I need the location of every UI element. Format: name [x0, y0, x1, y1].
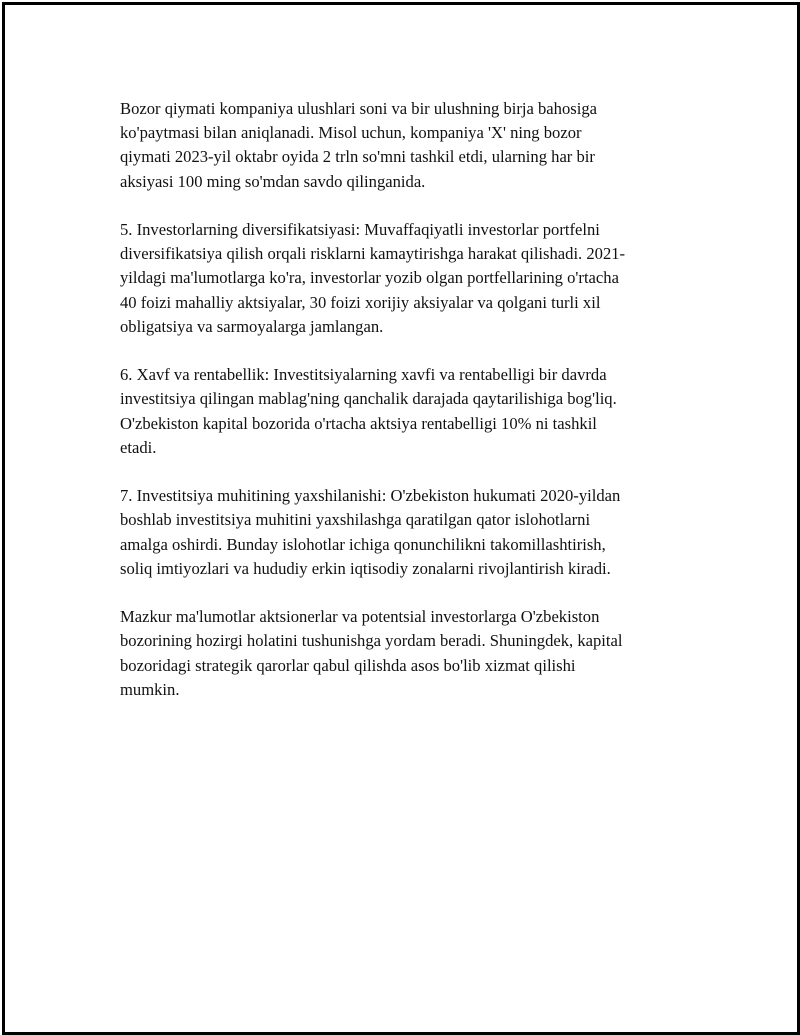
paragraph-risk-return: [120, 363, 700, 460]
paragraph-diversification: [120, 218, 700, 339]
text-line: Mazkur ma'lumotlar aktsionerlar va potentsial investorlarga O'zbekiston: [120, 607, 600, 627]
text-line: soliq imtiyozlari va hududiy erkin iqtisodiy zonalarni rivojlantirish kiradi.: [120, 558, 611, 578]
text-line: O'zbekiston kapital bozorida o'rtacha aktsiya rentabelligi 10% ni tashkil: [120, 413, 597, 433]
text-line: bozoridagi strategik qarorlar qabul qilishda asos bo'lib xizmat qilishi: [120, 655, 576, 675]
text-line: bozorining hozirgi holatini tushunishga yordam beradi. Shuningdek, kapital: [120, 631, 623, 651]
page-frame: [2, 2, 800, 1035]
document-body: [120, 97, 700, 726]
text-line: 40 foizi mahalliy aktsiyalar, 30 foizi xorijiy aksiyalar va qolgani turli xil: [120, 292, 601, 312]
text-line: diversifikatsiya qilish orqali risklarni kamaytirishga harakat qilishadi. 2021-: [120, 244, 626, 264]
text-line: ko'paytmasi bilan aniqlanadi. Misol uchun, kompaniya 'X' ning bozor: [120, 123, 582, 143]
text-line: mumkin.: [120, 679, 180, 699]
text-line: 6. Xavf va rentabellik: Investitsiyalarning xavfi va rentabelligi bir davrda: [120, 365, 607, 385]
text-line: yildagi ma'lumotlarga ko'ra, investorlar yozib olgan portfellarining o'rtacha: [120, 268, 619, 288]
text-line: 7. Investitsiya muhitining yaxshilanishi: O'zbekiston hukumati 2020-yildan: [120, 486, 621, 506]
text-line: obligatsiya va sarmoyalarga jamlangan.: [120, 316, 384, 336]
paragraph-investment-climate: [120, 484, 700, 581]
paragraph-market-value: [120, 97, 700, 194]
text-line: aksiyasi 100 ming so'mdan savdo qilinganida.: [120, 171, 426, 191]
text-line: boshlab investitsiya muhitini yaxshilashga qaratilgan qator islohotlarni: [120, 510, 591, 530]
text-line: 5. Investorlarning diversifikatsiyasi: Muvaffaqiyatli investorlar portfelni: [120, 220, 600, 239]
text-line: amalga oshirdi. Bunday islohotlar ichiga qonunchilikni takomillashtirish,: [120, 534, 606, 554]
paragraph-conclusion: [120, 605, 700, 702]
text-line: qiymati 2023-yil oktabr oyida 2 trln so'mni tashkil etdi, ularning har bir: [120, 147, 595, 167]
text-line: Bozor qiymati kompaniya ulushlari soni va bir ulushning birja bahosiga: [120, 99, 597, 118]
text-line: etadi.: [120, 437, 157, 457]
text-line: investitsiya qilingan mablag'ning qanchalik darajada qaytarilishiga bog'liq.: [120, 389, 617, 409]
